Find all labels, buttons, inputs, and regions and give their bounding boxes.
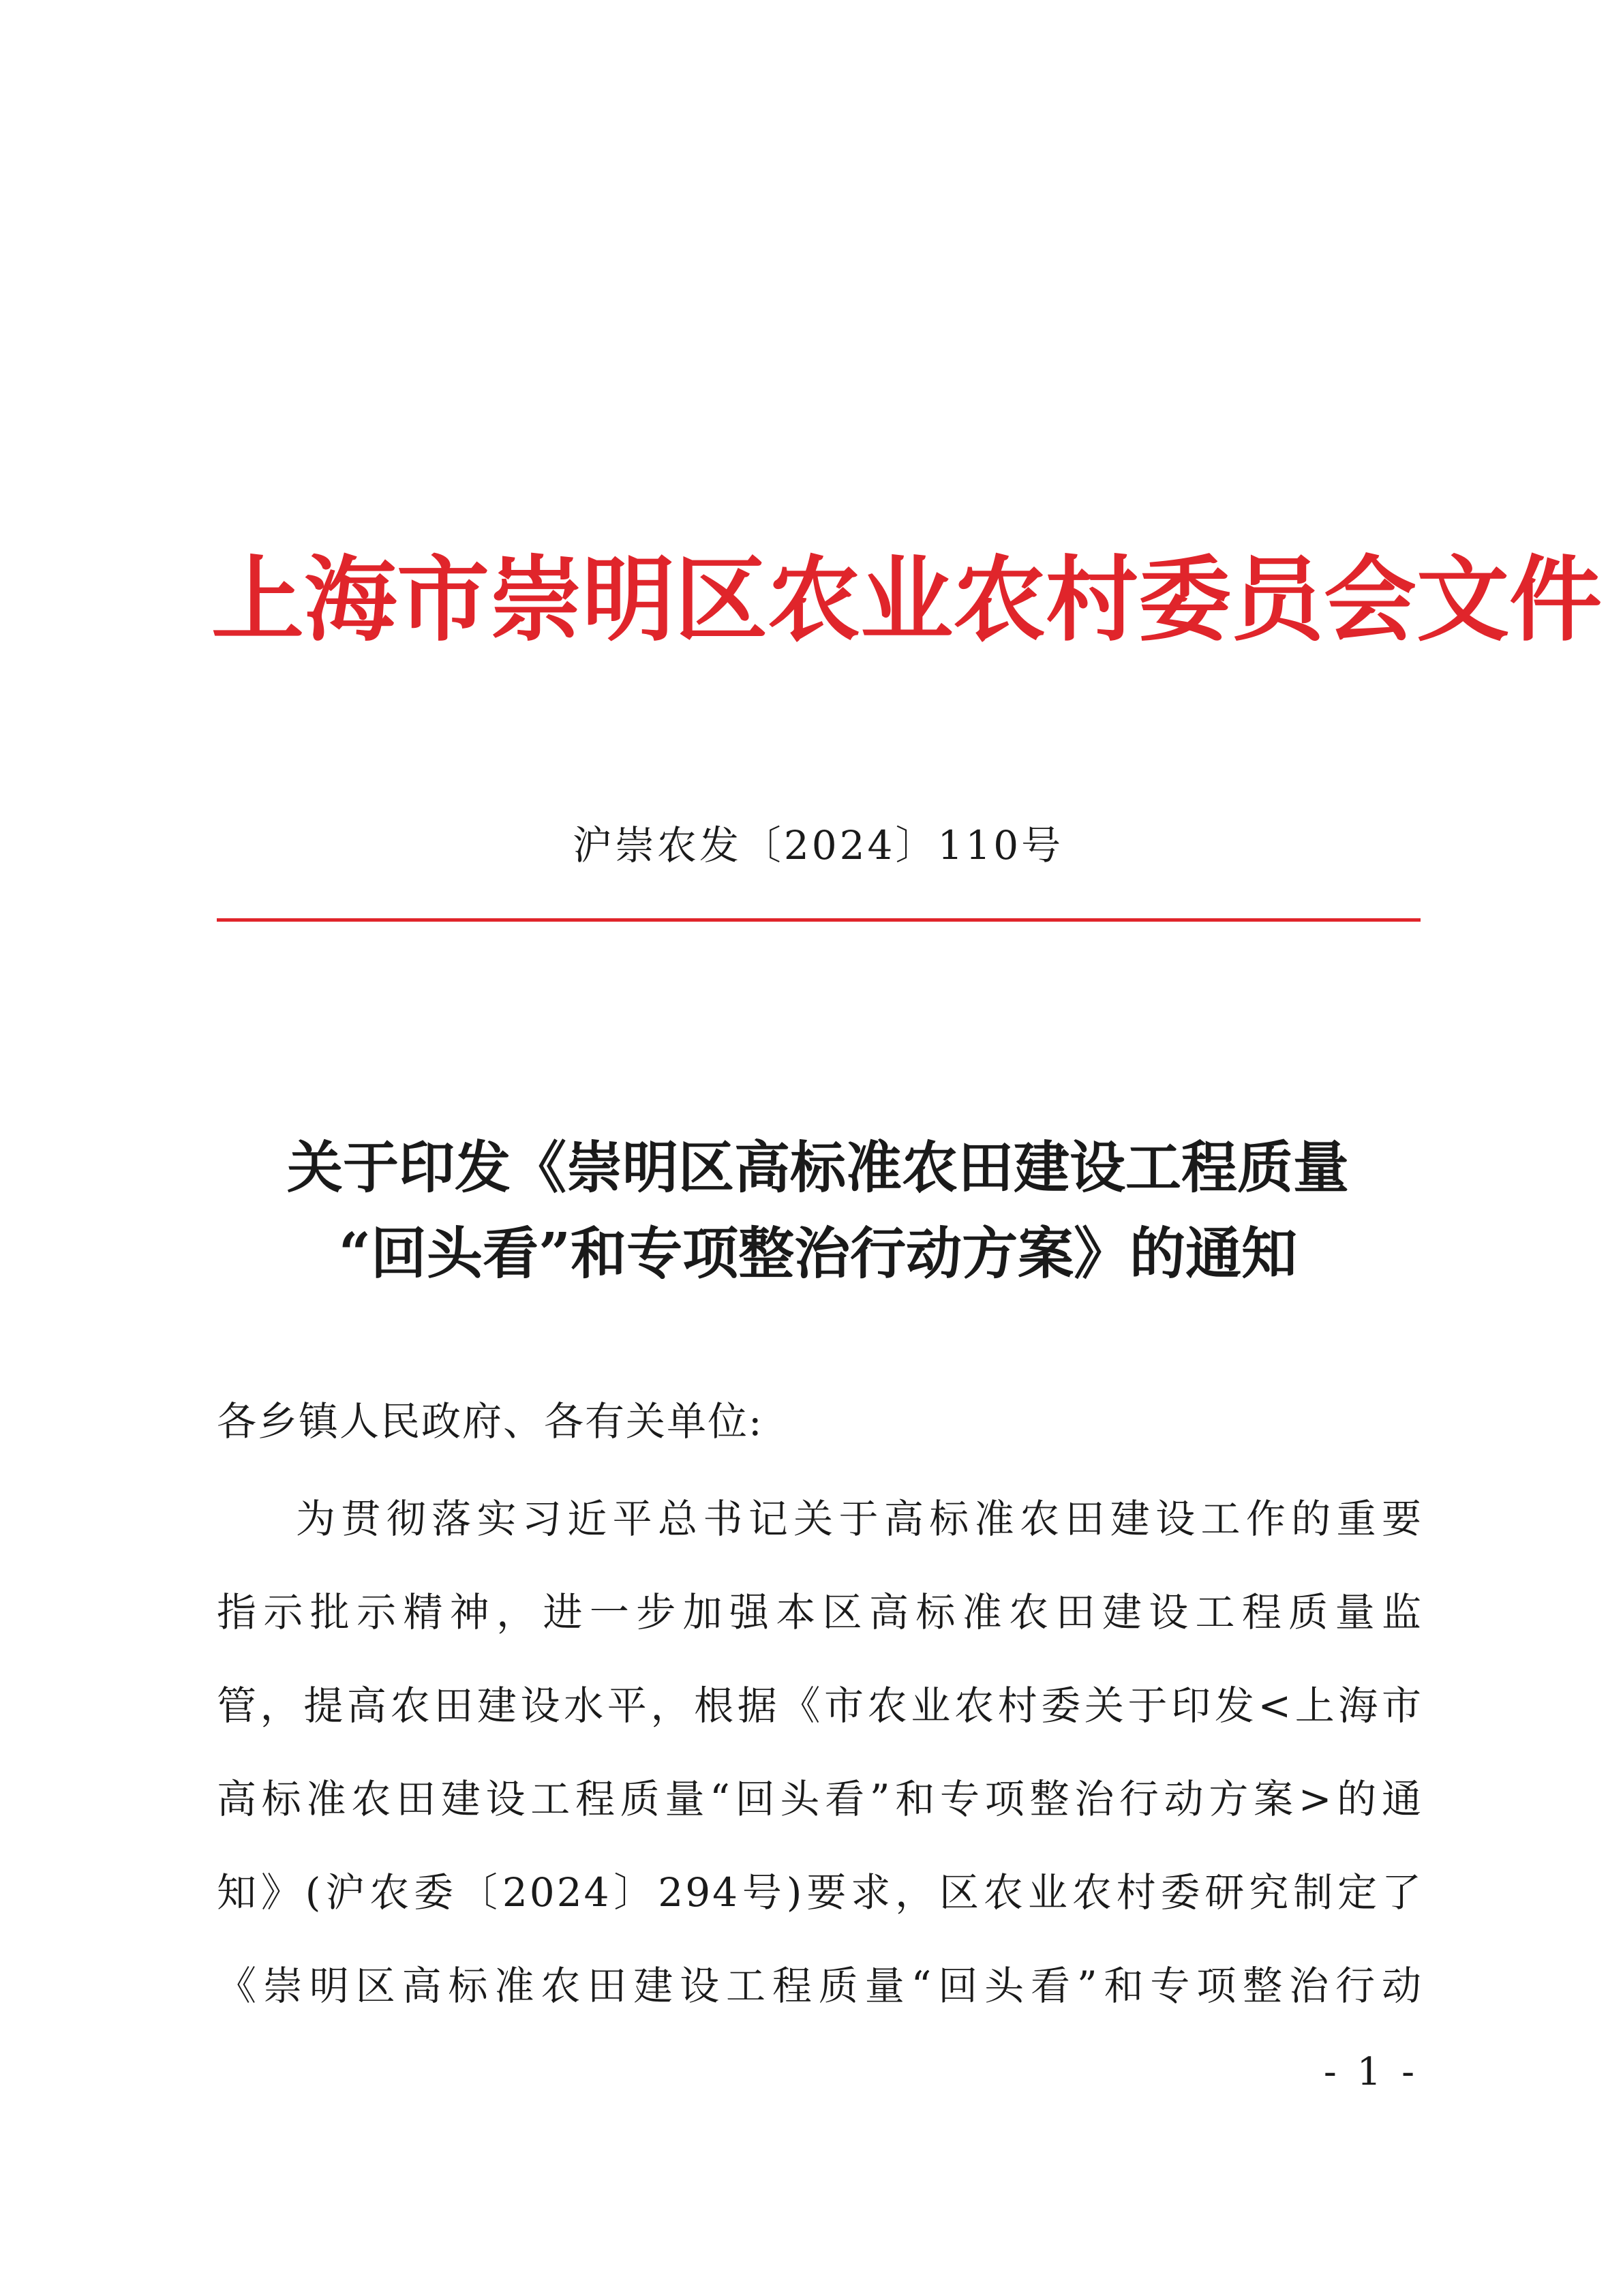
notice-title-line-1: 关于印发《崇明区高标准农田建设工程质量 <box>286 1135 1349 1200</box>
body-paragraph <box>217 1472 1423 2033</box>
page-number: - 1 - <box>1323 2050 1419 2094</box>
body-line: 管，提高农田建设水平，根据《市农业农村委关于印发<上海市 <box>217 1682 1423 1729</box>
body-line: 高标准农田建设工程质量“回头看”和专项整治行动方案>的通 <box>217 1776 1423 1822</box>
document-number: 沪崇农发〔2024〕110号 <box>572 822 1064 868</box>
body-line: 为贯彻落实习近平总书记关于高标准农田建设工作的重要 <box>296 1496 1423 1542</box>
red-divider-line <box>217 918 1421 922</box>
notice-title <box>211 1125 1425 1297</box>
salutation: 各乡镇人民政府、各有关单位: <box>217 1398 763 1445</box>
body-line: 《崇明区高标准农田建设工程质量“回头看”和专项整治行动 <box>217 1963 1423 2009</box>
masthead-title: 上海市崇明区农业农村委员会文件 <box>211 545 1602 654</box>
body-line: 知》(沪农委〔2024〕294号)要求，区农业农村委研究制定了 <box>217 1869 1423 1916</box>
body-line: 指示批示精神，进一步加强本区高标准农田建设工程质量监 <box>217 1589 1423 1635</box>
notice-title-line-2: “回头看”和专项整治行动方案》的通知 <box>338 1221 1298 1286</box>
